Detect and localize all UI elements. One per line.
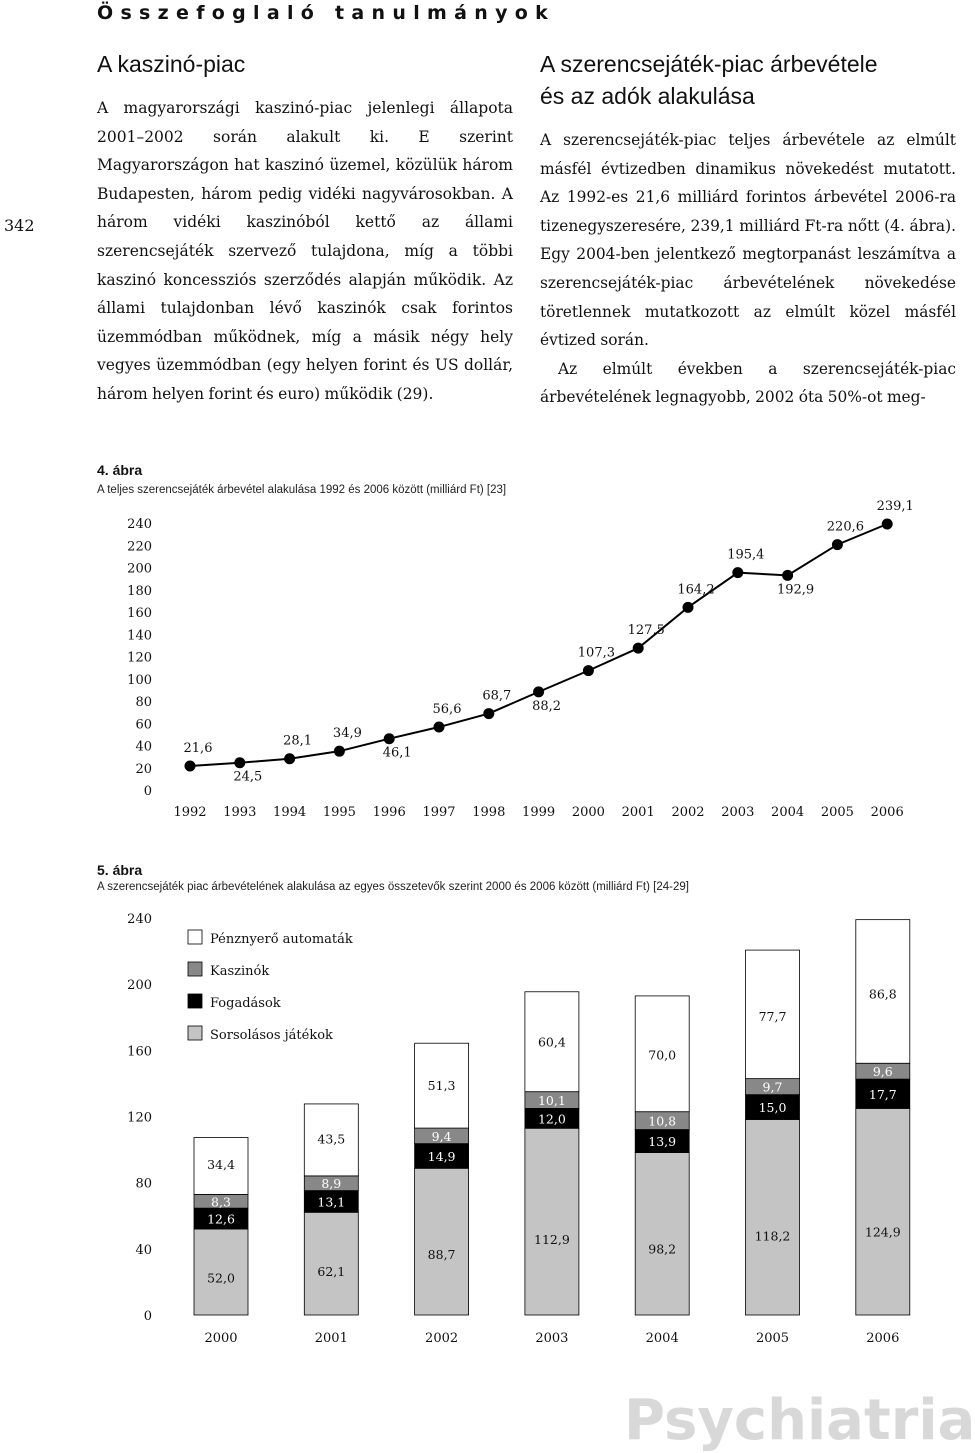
data-label: 21,6 <box>183 740 213 756</box>
data-point <box>732 567 743 578</box>
x-tick-label: 2001 <box>621 805 655 820</box>
y-tick-label: 160 <box>127 606 152 621</box>
x-tick-label: 2002 <box>671 805 705 820</box>
data-label: 34,9 <box>332 726 362 742</box>
figure-5-stacked-bar-chart <box>0 900 960 1360</box>
data-point <box>633 643 644 654</box>
page-number: 342 <box>4 216 35 235</box>
bar-value-label: 13,1 <box>317 1194 346 1210</box>
x-tick-label: 2004 <box>645 1331 679 1346</box>
bar-value-label: 17,7 <box>868 1086 897 1102</box>
x-tick-label: 1994 <box>273 805 307 820</box>
data-point <box>683 602 694 613</box>
bar-segment <box>635 1153 689 1315</box>
legend-swatch <box>188 994 202 1008</box>
y-tick-label: 140 <box>127 628 152 644</box>
bar-segment <box>746 1119 800 1315</box>
section-heading-casino: A kaszinó-piac <box>97 51 246 77</box>
data-label: 239,1 <box>876 499 914 515</box>
y-tick-label: 20 <box>135 761 152 777</box>
running-header: Összefoglaló tanulmányok <box>97 2 556 24</box>
data-label: 192,9 <box>776 582 815 598</box>
data-point <box>882 519 893 530</box>
x-tick-label: 2003 <box>721 805 755 820</box>
x-tick-label: 1996 <box>372 805 406 820</box>
y-tick-label: 120 <box>127 650 152 666</box>
heading-line-1: A szerencsejáték-piac árbevétele <box>540 51 878 77</box>
x-tick-label: 2000 <box>571 805 605 820</box>
y-tick-label: 80 <box>135 695 152 710</box>
bar-value-label: 118,2 <box>754 1228 791 1244</box>
y-tick-label: 40 <box>135 739 152 755</box>
bar-value-label: 9,7 <box>762 1079 783 1095</box>
x-tick-label: 2005 <box>755 1331 790 1346</box>
y-tick-label: 40 <box>135 1242 152 1258</box>
data-label: 164,2 <box>677 582 715 598</box>
y-tick-label: 60 <box>135 717 152 733</box>
bar-value-label: 13,9 <box>648 1134 677 1150</box>
bar-value-label: 34,4 <box>207 1156 235 1172</box>
bar-value-label: 9,4 <box>431 1128 452 1144</box>
legend-swatch <box>188 1026 202 1040</box>
x-tick-label: 1992 <box>173 805 207 820</box>
figure-5-caption: A szerencsejáték piac árbevételének alakulása az egyes összetevők szerint 2000 és 2006 között (milliárd Ft) [24-29] <box>97 881 689 893</box>
y-tick-label: 160 <box>127 1044 152 1060</box>
legend-label: Sorsolásos játékok <box>210 1028 333 1043</box>
x-tick-label: 1993 <box>223 805 257 820</box>
data-label: 46,1 <box>382 745 412 761</box>
figure-4-label: 4. ábra <box>97 462 143 478</box>
watermark-logo: Psychiatria <box>624 1388 975 1453</box>
bar-value-label: 124,9 <box>864 1224 901 1240</box>
figure-4-line-chart <box>0 499 960 850</box>
data-label: 220,6 <box>826 519 865 535</box>
x-tick-label: 1997 <box>422 805 456 820</box>
y-tick-label: 0 <box>143 1309 152 1324</box>
bar-value-label: 43,5 <box>317 1131 346 1147</box>
right-column <box>540 48 956 412</box>
bar-segment <box>415 1168 469 1315</box>
data-point <box>483 708 494 719</box>
casino-paragraph: A magyarországi kaszinó-piac jelenlegi állapota 2001–2002 során alakult ki. E szerint Magyarországon hat kaszinó üzemel, közülük három Budapesten, három pedig vidéki nagyvárosokban. A három vidéki kaszinóból kettő az állami szerencsejáték szervező tulajdona, míg a többi kaszinó koncessziós szerződés alapján működik. Az állami tulajdonban lévő kaszinók csak forintos üzemmódban működnek, míg a másik négy hely vegyes üzemmódban (egy helyen forint és US dollár, három helyen forint és euro) működik (29). <box>97 99 513 403</box>
legend-label: Pénznyerő automaták <box>210 932 353 947</box>
bar-value-label: 98,2 <box>648 1241 677 1257</box>
data-point <box>384 733 395 744</box>
data-label: 195,4 <box>727 547 765 563</box>
revenue-paragraph-2: Az elmúlt években a szerencsejáték-piac árbevételének legnagyobb, 2002 óta 50%-ot meg- <box>540 359 956 407</box>
bar-segment <box>856 1108 910 1315</box>
data-label: 107,3 <box>577 645 616 661</box>
y-tick-label: 0 <box>143 784 152 799</box>
figure-5-label: 5. ábra <box>97 862 143 878</box>
data-label: 28,1 <box>283 733 313 749</box>
x-tick-label: 2006 <box>870 805 904 820</box>
data-point <box>234 757 245 768</box>
x-tick-label: 2000 <box>204 1331 238 1346</box>
x-tick-label: 2004 <box>771 805 805 820</box>
data-label: 68,7 <box>482 688 512 704</box>
x-tick-label: 2005 <box>820 805 854 820</box>
heading-line-2: és az adók alakulása <box>540 83 755 109</box>
y-tick-label: 120 <box>127 1110 152 1126</box>
figure-4-caption: A teljes szerencsejáték árbevétel alakulása 1992 és 2006 között (milliárd Ft) [23] <box>97 484 507 496</box>
bar-value-label: 51,3 <box>427 1077 456 1093</box>
data-point <box>583 665 594 676</box>
legend-swatch <box>188 930 202 944</box>
bar-value-label: 86,8 <box>868 986 897 1002</box>
x-tick-label: 1995 <box>322 805 356 820</box>
x-tick-label: 2003 <box>535 1331 569 1346</box>
bar-value-label: 77,7 <box>758 1008 787 1024</box>
data-point <box>533 686 544 697</box>
data-point <box>334 746 345 757</box>
bar-value-label: 8,3 <box>211 1194 231 1210</box>
bar-value-label: 70,0 <box>648 1047 677 1063</box>
bar-segment <box>525 1128 579 1315</box>
y-tick-label: 180 <box>127 583 152 599</box>
bar-value-label: 8,9 <box>321 1176 342 1192</box>
y-tick-label: 240 <box>127 517 152 532</box>
section-heading-revenue <box>540 48 956 112</box>
legend-label: Fogadások <box>210 996 281 1011</box>
x-tick-label: 1998 <box>472 805 506 820</box>
y-tick-label: 240 <box>127 912 152 927</box>
bar-value-label: 12,0 <box>537 1111 566 1127</box>
bar-value-label: 112,9 <box>534 1232 570 1248</box>
series-line <box>190 524 887 766</box>
bar-value-label: 62,1 <box>317 1263 346 1279</box>
bar-value-label: 12,6 <box>207 1211 235 1227</box>
bar-value-label: 10,1 <box>537 1093 566 1109</box>
legend-label: Kaszinók <box>210 964 270 979</box>
left-column <box>97 48 513 409</box>
x-tick-label: 2001 <box>314 1331 348 1346</box>
data-point <box>185 760 196 771</box>
bar-value-label: 14,9 <box>427 1148 456 1164</box>
x-tick-label: 2006 <box>866 1331 900 1346</box>
bar-value-label: 60,4 <box>537 1034 566 1050</box>
data-point <box>832 539 843 550</box>
data-point <box>284 753 295 764</box>
bar-value-label: 15,0 <box>758 1100 787 1116</box>
legend-swatch <box>188 962 202 976</box>
data-label: 56,6 <box>432 702 462 718</box>
data-point <box>434 722 445 733</box>
data-label: 24,5 <box>233 769 263 785</box>
y-tick-label: 220 <box>127 539 152 555</box>
x-tick-label: 1999 <box>522 805 556 820</box>
y-tick-label: 80 <box>135 1176 152 1192</box>
bar-value-label: 10,8 <box>648 1113 677 1129</box>
y-tick-label: 200 <box>127 978 152 994</box>
bar-value-label: 52,0 <box>207 1270 235 1286</box>
y-tick-label: 200 <box>127 561 152 577</box>
data-label: 88,2 <box>532 698 562 714</box>
data-point <box>782 570 793 581</box>
data-label: 127,5 <box>627 623 665 639</box>
bar-value-label: 88,7 <box>427 1247 456 1263</box>
x-tick-label: 2002 <box>425 1331 459 1346</box>
bar-value-label: 9,6 <box>872 1064 893 1080</box>
y-tick-label: 100 <box>127 672 152 688</box>
revenue-paragraph-1: A szerencsejáték-piac teljes árbevétele az elmúlt másfél évtizedben dinamikus növekedést mutatott. Az 1992-es 21,6 milliárd forintos árbevétel 2006-ra tizenegyszeresére, 239,1 milliárd Ft-ra nőtt (4. ábra). Egy 2004-ben jelentkező megtorpanást leszámítva a szerencsejáték-piac árbevételének növekedése töretlennek mutatkozott az elmúlt közel másfél évtized során. <box>540 131 956 350</box>
